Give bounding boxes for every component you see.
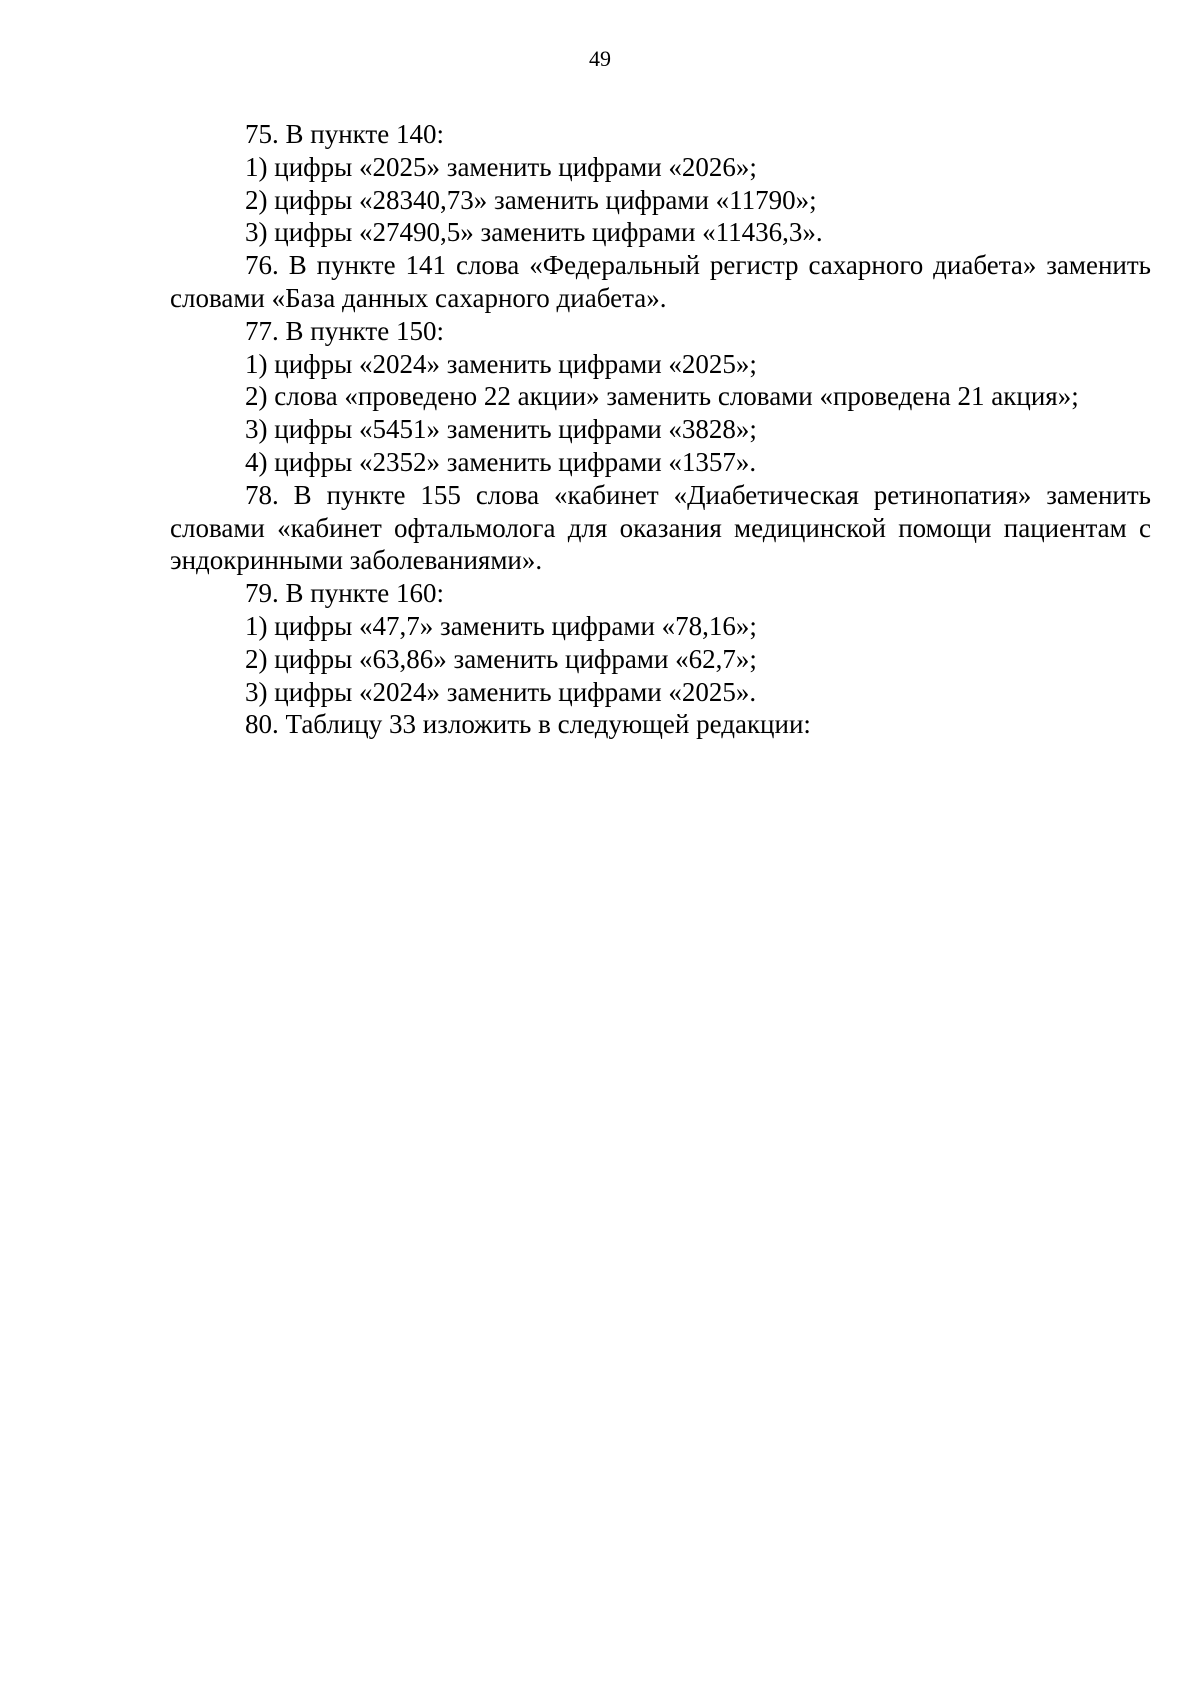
paragraph-78: 78. В пункте 155 слова «кабинет «Диабетическая ретинопатия» заменить словами «кабинет офтальмолога для оказания медицинской помощи пациентам с эндокринными заболеваниями».	[170, 479, 1151, 576]
paragraph-77-item-4: 4) цифры «2352» заменить цифрами «1357».	[245, 446, 757, 477]
paragraph-77-item-1: 1) цифры «2024» заменить цифрами «2025»;	[245, 348, 757, 379]
paragraph-75-item-3: 3) цифры «27490,5» заменить цифрами «11436,3».	[245, 217, 823, 248]
page-number: 49	[589, 46, 611, 71]
paragraph-79-item-3: 3) цифры «2024» заменить цифрами «2025».	[245, 676, 757, 707]
paragraph-77-item-2: 2) слова «проведено 22 акции» заменить словами «проведена 21 акция»;	[245, 381, 1079, 412]
paragraph-75-item-1: 1) цифры «2025» заменить цифрами «2026»;	[245, 151, 757, 182]
paragraph-77-heading: 77. В пункте 150:	[245, 315, 444, 346]
paragraph-76: 76. В пункте 141 слова «Федеральный регистр сахарного диабета» заменить словами «База данных сахарного диабета».	[170, 250, 1151, 313]
paragraph-75-item-2: 2) цифры «28340,73» заменить цифрами «11790»;	[245, 184, 817, 215]
paragraph-79-item-1: 1) цифры «47,7» заменить цифрами «78,16»;	[245, 610, 757, 641]
paragraph-79-heading: 79. В пункте 160:	[245, 578, 444, 609]
paragraph-77-item-3: 3) цифры «5451» заменить цифрами «3828»;	[245, 414, 757, 445]
paragraph-79-item-2: 2) цифры «63,86» заменить цифрами «62,7»;	[245, 643, 757, 674]
document-body	[170, 118, 1151, 741]
paragraph-80: 80. Таблицу 33 изложить в следующей редакции:	[245, 709, 811, 740]
paragraph-75-heading: 75. В пункте 140:	[245, 119, 444, 149]
